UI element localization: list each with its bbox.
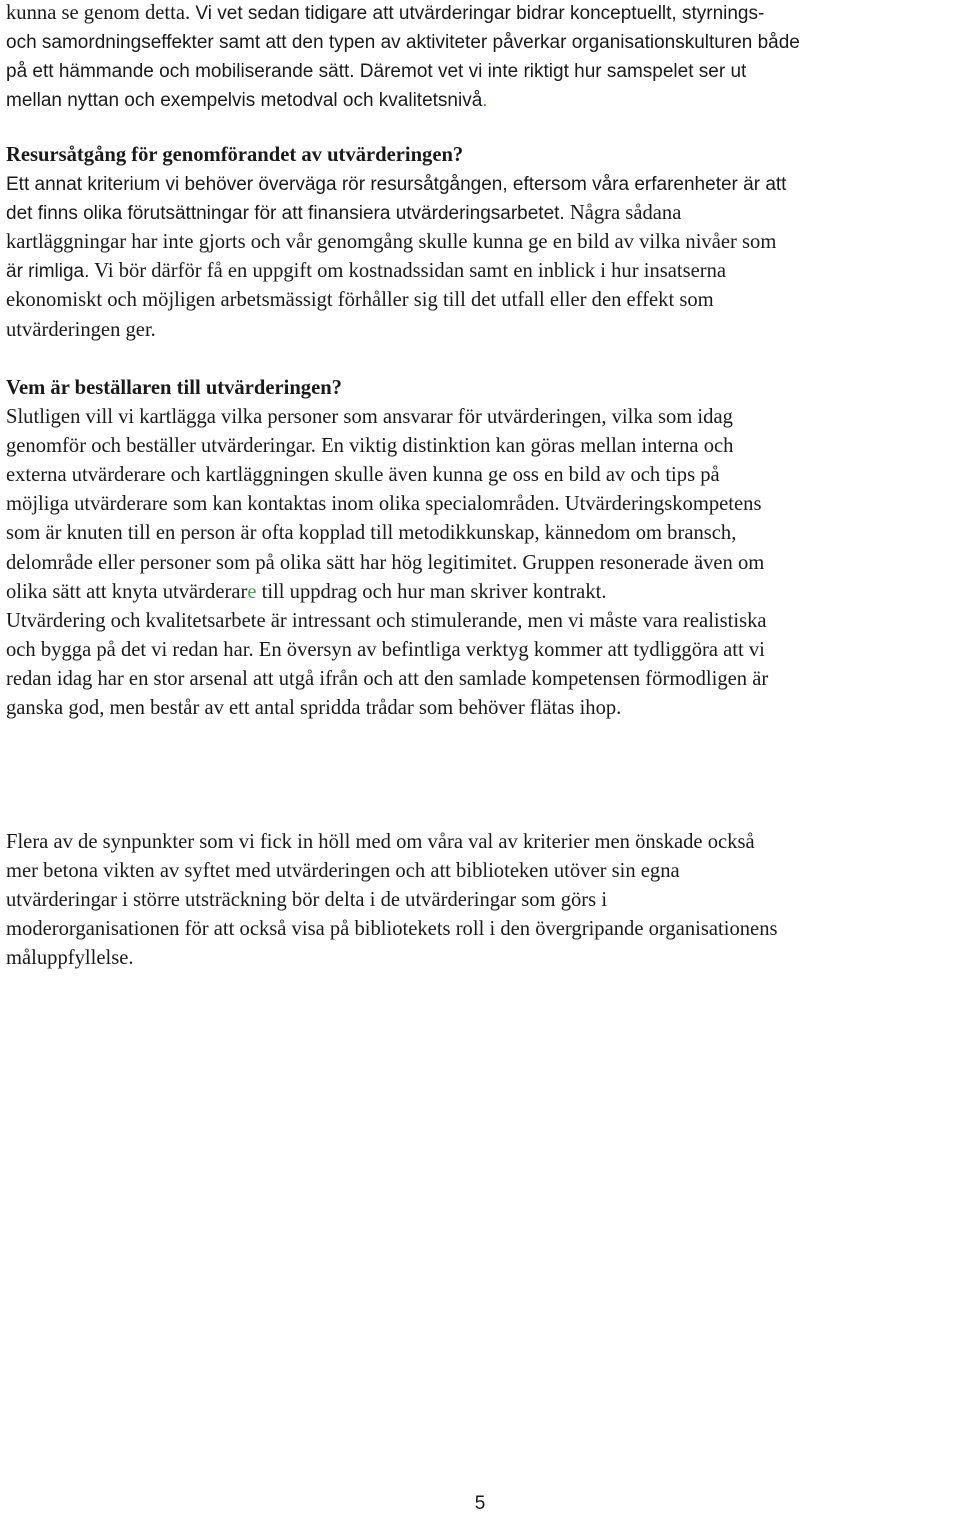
client-line: och bygga på det vi redan har. En översyn av befintliga verktyg kommer att tydliggöra att vi (6, 638, 765, 661)
client-line: delområde eller personer som på olika sätt har hög legitimitet. Gruppen resonerade även om (6, 551, 765, 574)
intro-line: mellan nyttan och exempelvis metodval och kvalitetsnivå. (6, 90, 488, 112)
intro-paragraph (6, 0, 954, 115)
client-line: Slutligen vill vi kartlägga vilka personer som ansvarar för utvärderingen, vilka som idag (6, 406, 733, 429)
client-line: ganska god, men består av ett antal spridda trådar som behöver flätas ihop. (6, 697, 622, 720)
client-line: möjliga utvärderare som kan kontaktas inom olika specialområden. Utvärderingskompetens (6, 493, 762, 516)
resources-line: ekonomiskt och möjligen arbetsmässigt förhåller sig till det utfall eller den effekt som (6, 289, 714, 312)
resources-line: är rimliga. Vi bör därför få en uppgift om kostnadssidan samt en inblick i hur insatserna (6, 260, 727, 283)
feedback-line: mer betona vikten av syftet med utvärderingen och att biblioteken utöver sin egna (6, 860, 680, 883)
client-line: som är knuten till en person är ofta kopplad till metodikkunskap, kännedom om bransch, (6, 522, 737, 545)
client-line: redan idag har en stor arsenal att utgå ifrån och att den samlade kompetensen förmodligen är (6, 667, 769, 690)
resources-line: kartläggningar har inte gjorts och vår genomgång skulle kunna ge en bild av vilka nivåer som (6, 231, 777, 254)
client-line: Utvärdering och kvalitetsarbete är intressant och stimulerande, men vi måste vara realistiska (6, 609, 767, 632)
feedback-line: utvärderingar i större utsträckning bör delta i de utvärderingar som görs i (6, 889, 608, 912)
intro-line: kunna se genom detta. Vi vet sedan tidigare att utvärderingar bidrar konceptuellt, styrnings- (6, 2, 765, 24)
page-number: 5 (474, 1493, 486, 1514)
resources-line: Ett annat kriterium vi behöver överväga rör resursåtgången, eftersom våra erfarenheter är att (6, 174, 787, 196)
client-line: externa utvärderare och kartläggningen skulle även kunna ge oss en bild av och tips på (6, 464, 720, 487)
resources-line: utvärderingen ger. (6, 318, 156, 341)
feedback-line: moderorganisationen för att också visa på bibliotekets roll i den övergripande organisationens (6, 918, 778, 941)
client-line: genomför och beställer utvärderingar. En viktig distinktion kan göras mellan interna och (6, 435, 734, 458)
client-line: olika sätt att knyta utvärderare till uppdrag och hur man skriver kontrakt. (6, 580, 607, 603)
feedback-paragraph (6, 828, 954, 973)
intro-line: på ett hämmande och mobiliserande sätt. Däremot vet vi inte riktigt hur samspelet ser ut (6, 61, 747, 83)
resources-line: det finns olika förutsättningar för att finansiera utvärderingsarbetet. Några sådana (6, 202, 682, 225)
feedback-line: måluppfyllelse. (6, 947, 134, 970)
section-heading: Vem är beställaren till utvärderingen? (6, 377, 342, 399)
section-heading: Resursåtgång för genomförandet av utvärderingen? (6, 144, 464, 166)
client-section (6, 374, 954, 723)
resources-section (6, 141, 954, 345)
intro-line: och samordningseffekter samt att den typen av aktiviteter påverkar organisationskulturen både (6, 32, 800, 54)
feedback-line: Flera av de synpunkter som vi fick in höll med om våra val av kriterier men önskade också (6, 831, 755, 853)
